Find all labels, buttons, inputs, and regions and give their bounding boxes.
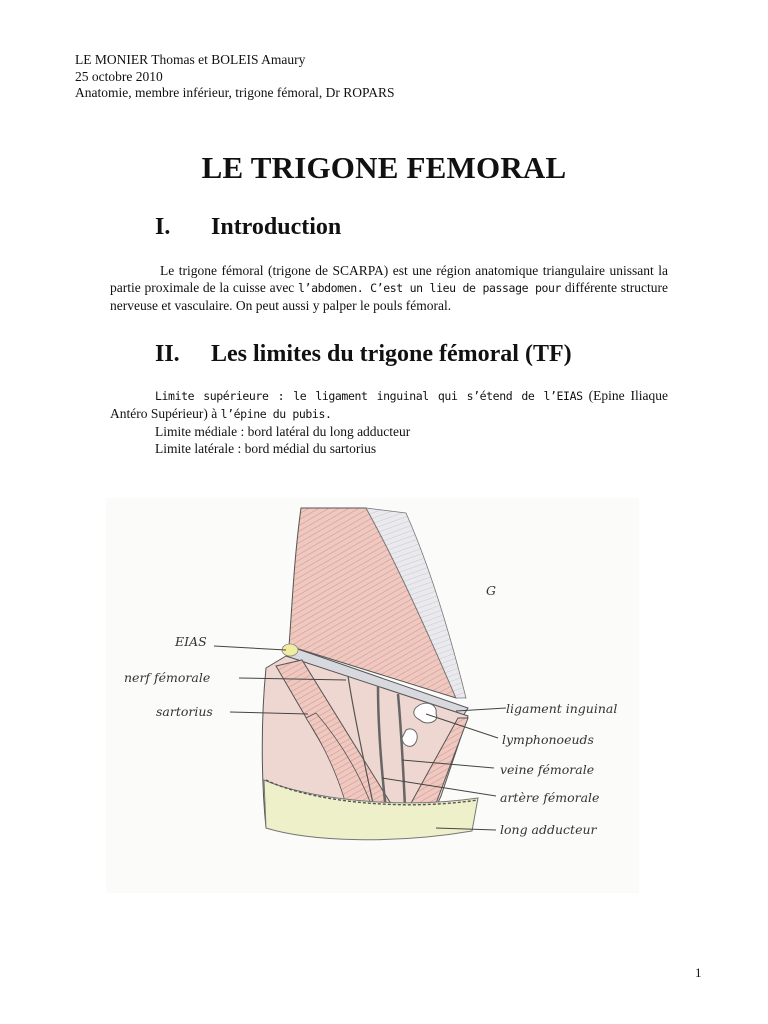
date: 25 octobre 2010 bbox=[75, 68, 163, 84]
introduction-paragraph bbox=[110, 262, 668, 314]
section-title: Les limites du trigone fémoral (TF) bbox=[211, 341, 572, 367]
label-ligament-inguinal: ligament inguinal bbox=[506, 701, 618, 716]
femoral-triangle-drawing bbox=[106, 498, 639, 893]
page-number: 1 bbox=[695, 965, 702, 980]
limit-lateral: Limite latérale : bord médial du sartorius bbox=[155, 441, 377, 456]
intro-text-c: différente structure nerveuse et vasculaire. On peut aussi y palper le pouls fémoral. bbox=[110, 280, 668, 313]
limits-paragraph bbox=[110, 387, 668, 457]
label-long-adducteur: long adducteur bbox=[500, 822, 597, 837]
label-nerf-femorale: nerf fémorale bbox=[124, 670, 211, 685]
page-title: LE TRIGONE FEMORAL bbox=[201, 150, 567, 185]
authors: LE MONIER Thomas et BOLEIS Amaury bbox=[75, 52, 306, 67]
section-heading-limits bbox=[155, 341, 572, 368]
label-artere-femorale: artère fémorale bbox=[500, 790, 600, 805]
label-sartorius: sartorius bbox=[156, 704, 213, 719]
intro-text-b: l’abdomen. C’est un lieu de passage pour bbox=[298, 281, 562, 295]
section-number: II. bbox=[155, 341, 180, 367]
label-veine-femorale: veine fémorale bbox=[500, 762, 595, 777]
drawing-corner-mark: G bbox=[486, 583, 496, 598]
limit-sup-c: l’épine du pubis. bbox=[220, 407, 332, 421]
anatomy-drawing bbox=[106, 498, 639, 893]
label-eias: EIAS bbox=[175, 634, 207, 649]
section-number: I. bbox=[155, 214, 171, 240]
intro-text-a: Le trigone fémoral (trigone de SCARPA) est une région anatomique triangulaire unissant la partie proximale de la cuisse avec bbox=[110, 263, 668, 295]
limit-medial: Limite médiale : bord latéral du long adducteur bbox=[155, 424, 411, 439]
label-lymphonoeuds: lymphonoeuds bbox=[502, 732, 594, 747]
document-header bbox=[75, 52, 395, 102]
limit-sup-a: Limite supérieure : le ligament inguinal qui s’étend de l’EIAS bbox=[155, 389, 583, 403]
section-title: Introduction bbox=[211, 214, 342, 240]
course-line: Anatomie, membre inférieur, trigone fémoral, Dr ROPARS bbox=[75, 85, 395, 100]
limit-sup-b: (Epine Iliaque Antéro Supérieur) à bbox=[110, 388, 669, 421]
section-heading-introduction bbox=[155, 214, 341, 241]
